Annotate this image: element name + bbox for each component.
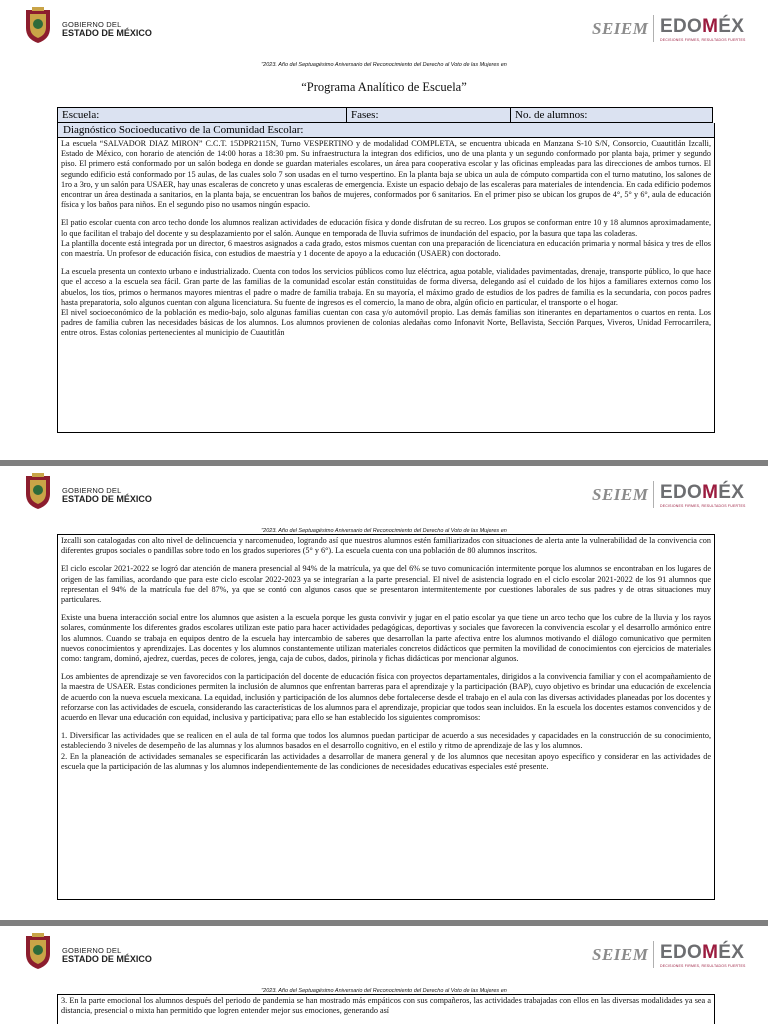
gov-line-1: GOBIERNO DEL [62,486,122,495]
seiem-logo: SEIEM [592,19,649,38]
edomex-part-b: ÉX [718,942,745,963]
edomex-logo [660,942,744,964]
government-logo-text [62,487,152,505]
page-3 [0,926,768,1024]
motto: "2023. Año del Septuagésimo Aniversario del Reconocimiento del Derecho al Voto de las Mujeres en [261,528,507,534]
edomex-part-a: EDO [660,482,703,503]
alumnos-cell: No. de alumnos: [511,108,713,123]
paragraph: El patio escolar cuenta con arco techo donde los alumnos realizan actividades de educación física y donde disfrutan de su recreo. Los grupos se conforman entre 10 y 18 alumnos aproximadamente, lo que facilitan el trabajo del docente y su desplazamiento por el salón. Aunque en temporada de lluvia sufrimos de inundación del espacio, por la basura que tapa las coladeras. [61,218,711,238]
diagnostico-text-box [57,534,715,900]
school-info-table [57,107,713,123]
paragraph: 3. En la parte emocional los alumnos después del periodo de pandemia se han mostrado más empáticos con sus compañeros, las actividades trabajadas con ellos en las diversas modalidades ya sea a distancia, presencial o mixta han permitido que logren entender mejor sus emociones, generando así [61,996,711,1016]
page-header [0,926,768,988]
document-title: “Programa Analítico de Escuela” [301,80,467,94]
edomex-tagline: DECISIONES FIRMES, RESULTADOS FUERTES [660,504,746,508]
page-2 [0,466,768,920]
edomex-part-a: EDO [660,16,703,37]
fases-cell: Fases: [347,108,511,123]
edomex-tagline: DECISIONES FIRMES, RESULTADOS FUERTES [660,38,746,42]
edomex-tagline: DECISIONES FIRMES, RESULTADOS FUERTES [660,964,746,968]
diagnostico-heading: Diagnóstico Socioeducativo de la Comunidad Escolar: [57,123,715,138]
paragraph: Izcalli son catalogadas con alto nivel de delincuencia y narcomenudeo, logrando así que nuestros alumnos estén familiarizados con situaciones de alerta ante la vulnerabilidad de la convivencia con diferentes grupos sociales o pandillas sobre todo en los grados superiores (5° y 6°). La escuela cuenta con una población de 80 alumnos inscritos. [61,536,711,556]
seiem-logo: SEIEM [592,945,649,964]
gov-line-2: ESTADO DE MÉXICO [62,28,152,39]
gov-line-2: ESTADO DE MÉXICO [62,954,152,965]
edomex-part-m: M [702,16,719,37]
edomex-part-b: ÉX [718,482,745,503]
paragraph: 2. En la planeación de actividades semanales se especificarán las actividades a desarrollar de manera general y de los alumnos que necesitan apoyo específico y considerar en las actividades de escuela que la participación de las alumnas y los alumnos independientemente de las condiciones de necesidades educativas especiales esté presente. [61,751,711,771]
paragraph: La escuela “SALVADOR DIAZ MIRON” C.C.T. 15DPR2115N, Turno VESPERTINO y de modalidad COMPLETA, se encuentra ubicada en Manzana S-10 S/N, Consorcio, Cuautitlán Izcalli, Estado de México, con horario de atención de 14:00 horas a 18:30 pm. Su infraestructura la integran dos edificios, uno de una planta y un segundo conformado por planta baja, primer y segundo piso. El primero está conformado por un salón bodega en donde se guardan materiales escolares, un área para cooperativa escolar y las oficinas empleadas para las direcciones de ambos turnos. El segundo edificio está conformado por 15 aulas, de las cuales solo 7 son usadas en el turno vespertino. En la planta baja se ubica un aula de cómputo compartida con el turno matutino, los salones de 1ro a 3ro, y un salón para USAER, hay unas escaleras de concreto y unas escaleras de emergencia. Existe un espacio debajo de las escaleras para materiales de intendencia. En cada edificio podemos encontrar un área destinada a sanitarios, en la planta baja, se encuentran los baños de mujeres, conformados por 6 sanitarios. En el primer piso se ubican los grupos de 4°, 5° y 6°, aula de educación física y los baños para niños. En el segundo piso no usamos ningún espacio. [61,139,711,210]
motto: "2023. Año del Septuagésimo Aniversario del Reconocimiento del Derecho al Voto de las Mujeres en [261,62,507,68]
state-seal-icon [22,472,54,510]
paragraph: 1. Diversificar las actividades que se realicen en el aula de tal forma que todos los alumnos puedan participar de acuerdo a sus necesidades y capacidades en la construcción de su conocimiento, estableciendo 3 niveles de desempeño de las alumnas y los alumnos basados en el desarrollo cognitivo, en el estilo y ritmo de aprendizaje de las y los alumnos. [61,731,711,751]
diagnostico-text-box [57,138,715,433]
edomex-part-m: M [702,942,719,963]
logo-divider [653,481,654,508]
gov-line-1: GOBIERNO DEL [62,946,122,955]
paragraph: El nivel socioeconómico de la población es medio-bajo, solo algunas familias cuentan con casa y/o automóvil propio. Las demás familias son itinerantes en departamentos o cuartos en renta. Los padres de familia cubren las necesidades básicas de los alumnos. Los alumnos provienen de colonias aledañas como Infonavit Norte, Bellavista, Sección Parques, Viveros, Unidad Ferrocarrilera, entre otros. Estas colonias pertenecientes al municipio de Cuautitlán [61,308,711,338]
logo-divider [653,941,654,968]
paragraph: Existe una buena interacción social entre los alumnos que asisten a la escuela porque les gusta convivir y jugar en el patio escolar ya que tiene un arco techo que los cubre de la lluvia y los rayos solares, comúnmente los diferentes grados escolares utilizan este patio para hacer actividades pedagógicas, deportivas y sociales que favorecen la convivencia escolar y el desarrollo armónico entre los alumnos. Cuando se trabaja en equipos dentro de la escuela hay intercambio de saberes que desarrollan la parte afectiva entre los alumnos motivando el diálogo comunicativo que permiten nuevos conocimientos y aprendizajes. Las docentes y los alumnos constantemente utilizan materiales concretos didácticos que permiten la movilidad de conocimientos con ejercicios de materiales como: tangram, dominó, ajedrez, cuerdas, peces de colores, jenga, caja de cubos, dados, pirinola y fichas didácticas por mencionar algunos. [61,613,711,664]
government-logo-text [62,21,152,39]
paragraph: Los ambientes de aprendizaje se ven favorecidos con la participación del docente de educación física con proyectos departamentales, dirigidos a la convivencia familiar y con el acompañamiento de la maestra de USAER. Estas condiciones permiten la inclusión de alumnos que enfrentan barreras para el aprendizaje y la participación (BAP), cuyo objetivo es brindar una educación de excelencia de acuerdo con la nueva escuela mexicana. La equidad, inclusión y participación de los alumnos debe fortalecerse desde el trabajo en el aula con las diversas actividades planeadas por los docentes y reforzarse con las actividades de escuela, considerando las características de los alumnos para el aprendizaje, propiciar que todos sean incluidos. En la escuela los docentes estamos convencidos y de acuerdo en llevar una educación con equidad, inclusiva y participativa; para ello se han establecido los siguientes compromisos: [61,672,711,723]
paragraph: La plantilla docente está integrada por un director, 6 maestros asignados a cada grado, estos mismos cuentan con una preparación de licenciatura en educación primaria y normal básica y tres de ellos con maestría. Un profesor de educación física, con estudios de maestría y 1 docente de apoyo a la educación (USAER) con doctorado. [61,238,711,259]
motto: "2023. Año del Septuagésimo Aniversario del Reconocimiento del Derecho al Voto de las Mujeres en [261,988,507,994]
edomex-logo [660,16,744,38]
edomex-part-a: EDO [660,942,703,963]
state-seal-icon [22,932,54,970]
seiem-logo: SEIEM [592,485,649,504]
gov-line-2: ESTADO DE MÉXICO [62,494,152,505]
page-1 [0,0,768,460]
gov-line-1: GOBIERNO DEL [62,20,122,29]
paragraph: El ciclo escolar 2021-2022 se logró dar atención de manera presencial al 94% de la matrícula, ya que del 6% se tuvo comunicación intermitente porque los alumnos se encontraban en los lugares de origen de las familias, acordando que para este ciclo escolar 2022-2023 ya se integrarían a la parte presencial. El nivel de asistencia logrado en el ciclo escolar 2021-2022 de los 91 alumnos que representan el 94% de la matrícula fue del 87%, ya que se contó con algunos casos que se presentaron intermitentemente por cuestiones laborales de sus padres y de otras situaciones muy particulares. [61,564,711,605]
logo-divider [653,15,654,42]
state-seal-icon [22,6,54,44]
edomex-part-m: M [702,482,719,503]
page-header [0,0,768,62]
edomex-part-b: ÉX [718,16,745,37]
diagnostico-text-box [57,994,715,1024]
paragraph: La escuela presenta un contexto urbano e industrializado. Cuenta con todos los servicios públicos como luz eléctrica, agua potable, vialidades pavimentadas, drenaje, transporte público, lo que hace que el acceso a la escuela sea fácil. Gran parte de las familias de la comunidad escolar están constituidas de forma diversa, delegando así el cuidado de los hijos a familiares externos como los abuelos, los tíos, primos o hermanos mayores mientras el padre o madre de familia trabaja. En su mayoría, el máximo grado de estudios de los padres de familia es la secundaria, con pocos padres hasta preparatoria, solo algunos cuentan con alguna licenciatura. Su fuente de ingresos es el comercio, la mano de obra, algún oficio en particular, el transporte o el hogar. [61,267,711,307]
government-logo-text [62,947,152,965]
edomex-logo [660,482,744,504]
escuela-cell: Escuela: [58,108,347,123]
page-header [0,466,768,528]
